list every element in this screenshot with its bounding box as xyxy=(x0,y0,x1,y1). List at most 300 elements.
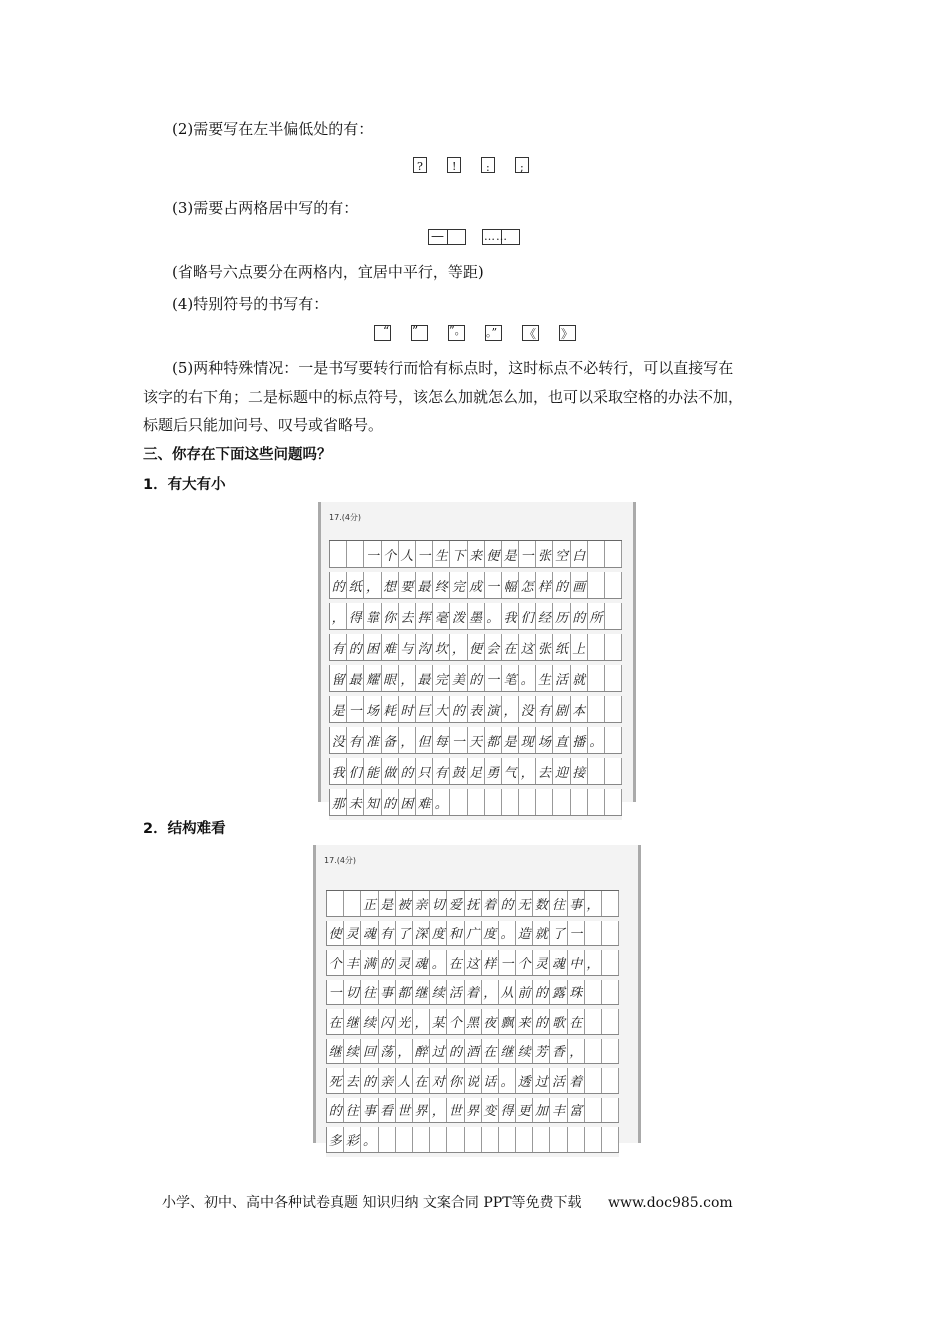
grid-cell: 我 xyxy=(330,758,347,784)
grid-cell xyxy=(605,603,622,629)
grid-cell: 度 xyxy=(482,921,499,946)
grid-cell: 和 xyxy=(447,921,464,946)
grid-cell: 。 xyxy=(433,789,450,815)
grid-cell: 被 xyxy=(396,891,413,916)
symbol-box: ? xyxy=(413,157,427,173)
grid-cell: 飘 xyxy=(499,1009,516,1034)
grid-cell: 得 xyxy=(499,1098,516,1123)
grid-cell: 气 xyxy=(502,758,519,784)
grid-cell xyxy=(602,891,619,916)
grid-cell xyxy=(588,572,605,598)
grid-cell xyxy=(605,634,622,660)
grid-cell: 只 xyxy=(416,758,433,784)
grid-cell: 话 xyxy=(482,1068,499,1093)
grid-cell: 香 xyxy=(550,1039,567,1064)
grid-cell: 的 xyxy=(447,1039,464,1064)
grid-row xyxy=(329,572,622,599)
grid-row xyxy=(326,1009,619,1035)
grid-cell: 魂 xyxy=(361,921,378,946)
grid-cell: 纸 xyxy=(553,634,570,660)
grid-cell: 对 xyxy=(430,1068,447,1093)
grid-cell: 爱 xyxy=(447,891,464,916)
grid-cell: 光 xyxy=(396,1009,413,1034)
grid-row xyxy=(329,789,622,816)
grid-cell: 去 xyxy=(344,1068,361,1093)
grid-row xyxy=(329,634,622,661)
grid-cell xyxy=(379,1127,396,1152)
grid-cell: 荡 xyxy=(379,1039,396,1064)
grid-cell: 沟 xyxy=(416,634,433,660)
grid-cell xyxy=(585,921,602,946)
grid-cell: 死 xyxy=(327,1068,344,1093)
item-2-heading: 2．结构难看 xyxy=(143,821,226,837)
grid-cell: 张 xyxy=(536,541,553,567)
line-5b: 该字的右下角；二是标题中的标点符号，该怎么加就怎么加，也可以采取空格的办法不加， xyxy=(143,388,744,406)
grid-cell: 笔 xyxy=(502,665,519,691)
grid-cell: 眼 xyxy=(382,665,399,691)
grid-cell: 无 xyxy=(516,891,533,916)
grid-cell: 魂 xyxy=(413,950,430,975)
grid-cell: 活 xyxy=(447,980,464,1005)
symbol-box: ; xyxy=(515,157,529,173)
grid-cell xyxy=(602,1068,619,1093)
grid-cell xyxy=(605,758,622,784)
grid-cell: 坎 xyxy=(433,634,450,660)
grid-cell: 演 xyxy=(485,696,502,722)
grid-cell: 世 xyxy=(396,1098,413,1123)
symbol-box: ! xyxy=(447,157,461,173)
grid-cell: 与 xyxy=(399,634,416,660)
grid-cell: 从 xyxy=(499,980,516,1005)
grid-cell: 露 xyxy=(550,980,567,1005)
grid-cell: 续 xyxy=(516,1039,533,1064)
grid-cell: 看 xyxy=(379,1098,396,1123)
grid-cell: 丰 xyxy=(550,1098,567,1123)
grid-cell: 的 xyxy=(468,665,485,691)
grid-cell xyxy=(465,1127,482,1152)
grid-cell: 大 xyxy=(433,696,450,722)
half-symbols xyxy=(413,157,549,173)
symbol-box: 。” xyxy=(485,325,502,341)
grid-cell xyxy=(585,1068,602,1093)
grid-cell: 最 xyxy=(416,665,433,691)
grid-cell: 广 xyxy=(465,921,482,946)
grid-cell: 这 xyxy=(465,950,482,975)
grid-cell: 中 xyxy=(568,950,585,975)
grid-cell: 困 xyxy=(399,789,416,815)
grid-cell: 更 xyxy=(516,1098,533,1123)
grid-cell: ， xyxy=(364,572,381,598)
grid-cell: ， xyxy=(568,1039,585,1064)
grid-cell: 得 xyxy=(347,603,364,629)
grid-cell: 一 xyxy=(519,541,536,567)
handwriting-sample-1 xyxy=(318,502,636,812)
line-2: (2)需要写在左半偏低处的有： xyxy=(172,120,374,138)
grid-cell: 亲 xyxy=(413,891,430,916)
grid-cell: ， xyxy=(396,1039,413,1064)
grid-cell: 了 xyxy=(550,921,567,946)
symbol-box: “ xyxy=(374,325,391,341)
grid-cell: 就 xyxy=(571,665,588,691)
grid-cell: 个 xyxy=(327,950,344,975)
grid-cell: 巨 xyxy=(416,696,433,722)
handwriting-sample-2 xyxy=(313,845,641,1149)
grid-cell: 现 xyxy=(519,727,536,753)
grid-cell: 样 xyxy=(482,950,499,975)
grid-cell: 纸 xyxy=(347,572,364,598)
grid-cell: 是 xyxy=(502,541,519,567)
grid-cell: 在 xyxy=(447,950,464,975)
grid-cell: 人 xyxy=(396,1068,413,1093)
grid-cell: 所 xyxy=(588,603,605,629)
grid-cell: 。 xyxy=(485,603,502,629)
grid-cell: 天 xyxy=(468,727,485,753)
grid-cell xyxy=(516,1127,533,1152)
grid-cell: 使 xyxy=(327,921,344,946)
grid-cell: 有 xyxy=(330,634,347,660)
grid-cell: 活 xyxy=(553,665,570,691)
section-3-heading: 三、你存在下面这些问题吗？ xyxy=(143,447,332,463)
grid-cell: ， xyxy=(585,950,602,975)
grid-cell: 珠 xyxy=(568,980,585,1005)
grid-cell: 留 xyxy=(330,665,347,691)
grid-cell: 在 xyxy=(568,1009,585,1034)
grid-cell: 是 xyxy=(330,696,347,722)
grid-cell: 的 xyxy=(382,789,399,815)
grid-cell: 了 xyxy=(396,921,413,946)
grid-cell: 人 xyxy=(399,541,416,567)
grid-cell: 的 xyxy=(450,696,467,722)
grid-cell: 说 xyxy=(465,1068,482,1093)
grid-cell: 加 xyxy=(533,1098,550,1123)
grid-cell: 在 xyxy=(413,1068,430,1093)
grid-cell xyxy=(413,1127,430,1152)
grid-cell xyxy=(602,1039,619,1064)
grid-cell: 一 xyxy=(485,665,502,691)
grid-cell: 难 xyxy=(416,789,433,815)
grid-cell: 历 xyxy=(553,603,570,629)
grid-cell: 继 xyxy=(344,1009,361,1034)
grid-cell: 过 xyxy=(533,1068,550,1093)
symbol-box: 《 xyxy=(522,325,539,341)
grid-cell: 白 xyxy=(571,541,588,567)
grid-cell xyxy=(585,980,602,1005)
grid-cell: 的 xyxy=(379,950,396,975)
grid-cell xyxy=(602,1127,619,1152)
grid-cell xyxy=(396,1127,413,1152)
grid-cell: 界 xyxy=(465,1098,482,1123)
grid-cell: 没 xyxy=(330,727,347,753)
grid-cell: 有 xyxy=(347,727,364,753)
grid-cell xyxy=(533,1127,550,1152)
grid-cell xyxy=(568,1127,585,1152)
grid-cell: 去 xyxy=(399,603,416,629)
grid-row xyxy=(326,1039,619,1065)
grid-cell: 灵 xyxy=(344,921,361,946)
grid-cell: 往 xyxy=(344,1098,361,1123)
grid-cell: 个 xyxy=(516,950,533,975)
grid-cell xyxy=(585,1127,602,1152)
grid-cell: 的 xyxy=(533,980,550,1005)
grid-cell: 黑 xyxy=(465,1009,482,1034)
grid-cell xyxy=(553,789,570,815)
grid-cell: 墨 xyxy=(468,603,485,629)
grid-cell: 画 xyxy=(571,572,588,598)
grid-cell: 亲 xyxy=(379,1068,396,1093)
grid-cell: 在 xyxy=(327,1009,344,1034)
grid-cell: 过 xyxy=(430,1039,447,1064)
grid-cell: 空 xyxy=(553,541,570,567)
grid-cell: 着 xyxy=(465,980,482,1005)
grid-cell: 鼓 xyxy=(450,758,467,784)
grid-cell: 。 xyxy=(361,1127,378,1152)
grid-cell xyxy=(430,1127,447,1152)
grid-cell xyxy=(588,789,605,815)
grid-cell: 活 xyxy=(550,1068,567,1093)
grid-cell xyxy=(605,789,622,815)
grid-cell: 前 xyxy=(516,980,533,1005)
grid-cell: 一 xyxy=(568,921,585,946)
grid-cell xyxy=(605,727,622,753)
grid-cell: 来 xyxy=(468,541,485,567)
grid-cell xyxy=(602,921,619,946)
grid-cell: 彩 xyxy=(344,1127,361,1152)
grid-cell: 芳 xyxy=(533,1039,550,1064)
grid-cell: 事 xyxy=(568,891,585,916)
grid-cell: 的 xyxy=(571,603,588,629)
grid-cell: 你 xyxy=(382,603,399,629)
grid-cell xyxy=(571,789,588,815)
grid-cell: 场 xyxy=(536,727,553,753)
grid-cell: 终 xyxy=(433,572,450,598)
grid-cell: 世 xyxy=(447,1098,464,1123)
grid-cell xyxy=(347,541,364,567)
grid-cell: 想 xyxy=(382,572,399,598)
grid-cell xyxy=(327,891,344,916)
grid-cell xyxy=(602,980,619,1005)
grid-cell: 每 xyxy=(433,727,450,753)
grid-cell xyxy=(588,541,605,567)
grid-cell: 灵 xyxy=(533,950,550,975)
grid-cell: 在 xyxy=(502,634,519,660)
grid-cell: 一 xyxy=(485,572,502,598)
grid-cell: 的 xyxy=(553,572,570,598)
grid-cell: 的 xyxy=(399,758,416,784)
grid-cell: 的 xyxy=(347,634,364,660)
writing-grid xyxy=(329,540,622,820)
grid-cell: 续 xyxy=(430,980,447,1005)
grid-cell: 靠 xyxy=(364,603,381,629)
grid-cell: 多 xyxy=(327,1127,344,1152)
line-5a: (5)两种特殊情况：一是书写要转行而恰有标点时，这时标点不必转行，可以直接写在 xyxy=(172,359,734,377)
grid-row xyxy=(326,1068,619,1094)
grid-cell: 一 xyxy=(347,696,364,722)
grid-cell: 那 xyxy=(330,789,347,815)
grid-cell: 你 xyxy=(447,1068,464,1093)
grid-cell: 一 xyxy=(364,541,381,567)
footer-text: 小学、初中、高中各种试卷真题 知识归纳 文案合同 PPT等免费下载 xyxy=(162,1195,582,1211)
grid-cell: 会 xyxy=(485,634,502,660)
grid-row xyxy=(326,950,619,976)
grid-cell: 醉 xyxy=(413,1039,430,1064)
grid-row xyxy=(326,1098,619,1124)
grid-cell xyxy=(588,696,605,722)
grid-cell xyxy=(585,1009,602,1034)
page-footer xyxy=(162,1192,733,1212)
grid-cell: 造 xyxy=(516,921,533,946)
grid-cell: 一 xyxy=(416,541,433,567)
grid-cell: 怎 xyxy=(519,572,536,598)
grid-cell xyxy=(588,665,605,691)
grid-cell: 的 xyxy=(327,1098,344,1123)
grid-row xyxy=(329,727,622,754)
grid-row xyxy=(326,980,619,1006)
grid-cell: 往 xyxy=(361,980,378,1005)
grid-row xyxy=(326,1127,619,1153)
grid-cell: 闪 xyxy=(379,1009,396,1034)
grid-cell: ， xyxy=(585,891,602,916)
grid-cell: 要 xyxy=(399,572,416,598)
grid-cell: 幅 xyxy=(502,572,519,598)
grid-cell: 个 xyxy=(382,541,399,567)
symbol-box: 》 xyxy=(559,325,576,341)
grid-cell: 继 xyxy=(499,1039,516,1064)
grid-cell: 时 xyxy=(399,696,416,722)
grid-cell: 表 xyxy=(468,696,485,722)
grid-cell xyxy=(585,1039,602,1064)
grid-cell: 界 xyxy=(413,1098,430,1123)
grid-cell xyxy=(585,1098,602,1123)
grid-cell: 们 xyxy=(519,603,536,629)
grid-cell: 足 xyxy=(468,758,485,784)
grid-cell: 酒 xyxy=(465,1039,482,1064)
line-3: (3)需要占两格居中写的有： xyxy=(172,199,359,217)
grid-cell xyxy=(605,541,622,567)
sheet-header: 17.(4分) xyxy=(329,513,362,522)
grid-cell: 难 xyxy=(382,634,399,660)
grid-cell: ， xyxy=(450,634,467,660)
grid-cell xyxy=(344,891,361,916)
line-4: (4)特别符号的书写有： xyxy=(172,295,329,313)
grid-cell: 便 xyxy=(485,541,502,567)
grid-cell: 的 xyxy=(499,891,516,916)
grid-cell xyxy=(330,541,347,567)
double-symbols xyxy=(428,229,540,245)
grid-cell: 是 xyxy=(379,891,396,916)
grid-cell: 。 xyxy=(499,1068,516,1093)
grid-cell: ， xyxy=(413,1009,430,1034)
grid-cell: 经 xyxy=(536,603,553,629)
grid-cell: 切 xyxy=(430,891,447,916)
grid-cell: 上 xyxy=(571,634,588,660)
grid-cell: 挥 xyxy=(416,603,433,629)
grid-cell: 生 xyxy=(536,665,553,691)
grid-cell: 准 xyxy=(364,727,381,753)
grid-cell: 没 xyxy=(519,696,536,722)
grid-row xyxy=(329,696,622,723)
grid-cell: 备 xyxy=(382,727,399,753)
grid-cell: 着 xyxy=(482,891,499,916)
grid-cell xyxy=(519,789,536,815)
grid-cell: 。 xyxy=(519,665,536,691)
item-1-heading: 1．有大有小 xyxy=(143,477,226,493)
grid-cell: 。 xyxy=(499,921,516,946)
grid-cell: 有 xyxy=(536,696,553,722)
grid-cell xyxy=(602,1009,619,1034)
grid-cell: 做 xyxy=(382,758,399,784)
grid-row xyxy=(329,603,622,630)
grid-cell xyxy=(605,572,622,598)
grid-cell: 一 xyxy=(450,727,467,753)
grid-cell: ， xyxy=(399,727,416,753)
grid-cell: 魂 xyxy=(550,950,567,975)
dash-box: — xyxy=(428,229,466,245)
grid-cell: ， xyxy=(502,696,519,722)
symbol-box: : xyxy=(481,157,495,173)
grid-cell: 续 xyxy=(344,1039,361,1064)
grid-cell: 完 xyxy=(433,665,450,691)
grid-cell: 满 xyxy=(361,950,378,975)
grid-cell: 都 xyxy=(396,980,413,1005)
grid-cell: 场 xyxy=(364,696,381,722)
grid-cell: 的 xyxy=(361,1068,378,1093)
grid-cell: 抚 xyxy=(465,891,482,916)
grid-cell: 这 xyxy=(519,634,536,660)
grid-cell: 正 xyxy=(361,891,378,916)
grid-cell: 有 xyxy=(433,758,450,784)
line-3-note: (省略号六点要分在两格内，宜居中平行，等距) xyxy=(172,263,484,281)
grid-cell xyxy=(482,1127,499,1152)
grid-row xyxy=(329,541,622,568)
grid-row xyxy=(326,921,619,947)
grid-cell: ， xyxy=(519,758,536,784)
grid-cell xyxy=(602,1098,619,1123)
grid-cell: 切 xyxy=(344,980,361,1005)
grid-cell xyxy=(588,758,605,784)
grid-cell: 迎 xyxy=(553,758,570,784)
grid-cell: 泼 xyxy=(450,603,467,629)
grid-cell: 们 xyxy=(347,758,364,784)
grid-cell: 事 xyxy=(361,1098,378,1123)
grid-cell: 某 xyxy=(430,1009,447,1034)
grid-cell: 下 xyxy=(450,541,467,567)
grid-cell: 剧 xyxy=(553,696,570,722)
grid-cell: ， xyxy=(330,603,347,629)
grid-row xyxy=(329,758,622,785)
grid-cell: 完 xyxy=(450,572,467,598)
grid-cell: 便 xyxy=(468,634,485,660)
grid-cell: 直 xyxy=(553,727,570,753)
grid-cell: 有 xyxy=(379,921,396,946)
grid-cell xyxy=(499,1127,516,1152)
grid-cell: 灵 xyxy=(396,950,413,975)
grid-cell: 继 xyxy=(327,1039,344,1064)
grid-cell: 回 xyxy=(361,1039,378,1064)
grid-cell: 毫 xyxy=(433,603,450,629)
grid-cell: 勇 xyxy=(485,758,502,784)
grid-cell xyxy=(550,1127,567,1152)
grid-cell: 的 xyxy=(533,1009,550,1034)
grid-cell: 样 xyxy=(536,572,553,598)
grid-cell xyxy=(536,789,553,815)
grid-cell: 数 xyxy=(533,891,550,916)
grid-cell xyxy=(602,950,619,975)
grid-cell: 播 xyxy=(571,727,588,753)
grid-cell: 美 xyxy=(450,665,467,691)
special-symbols xyxy=(374,325,576,341)
sheet-header: 17.(4分) xyxy=(324,856,357,865)
grid-row xyxy=(326,891,619,917)
